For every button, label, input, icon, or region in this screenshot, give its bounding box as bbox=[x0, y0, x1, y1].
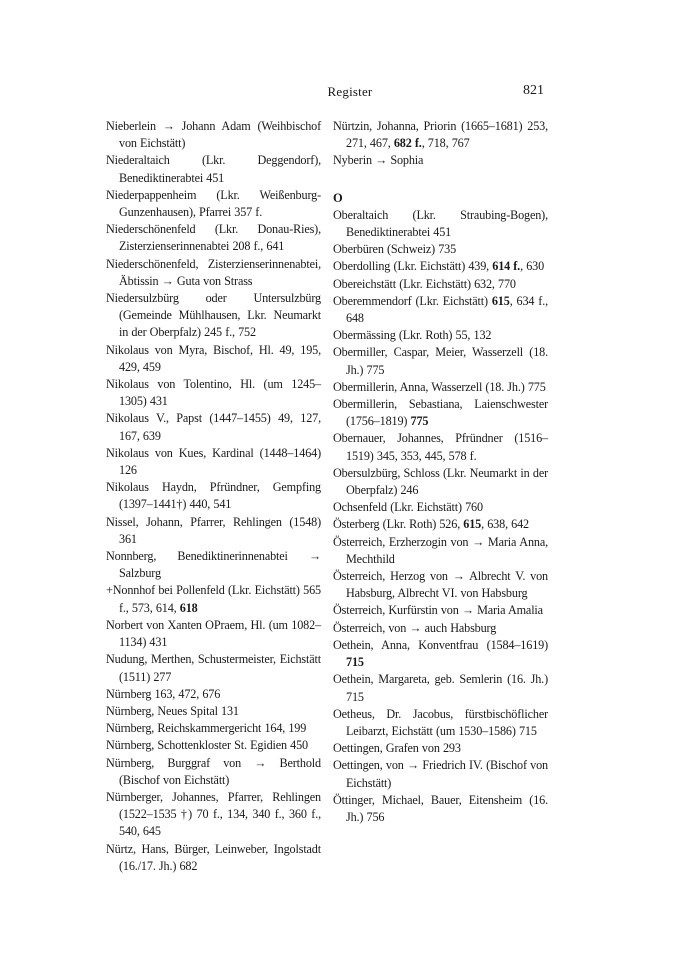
index-entry bbox=[333, 516, 548, 533]
index-entry-text: Nikolaus von Myra, Bischof, Hl. 49, 195, 429, 459 bbox=[106, 342, 321, 374]
index-entry-text: Nyberin → Sophia bbox=[333, 153, 424, 168]
index-entry bbox=[106, 651, 321, 685]
index-entry-bold-page: 775 bbox=[410, 414, 429, 429]
index-entry-text: Oberbüren (Schweiz) 735 bbox=[333, 242, 457, 257]
index-entry bbox=[106, 617, 321, 651]
running-header-title: Register bbox=[327, 84, 373, 99]
index-entry-text: Nürnberger, Johannes, Pfarrer, Rehlingen (1522–1535 †) 70 f., 134, 340 f., 360 f., 540, 645 bbox=[106, 789, 321, 839]
index-entry bbox=[106, 376, 321, 410]
index-entry-text: Nürtz, Hans, Bürger, Leinweber, Ingolstadt (16./17. Jh.) 682 bbox=[106, 841, 321, 873]
index-entry-text: Nonnberg, Benediktinerinnenabtei → Salzburg bbox=[106, 549, 321, 581]
index-entry-text: Niedersulzbürg oder Untersulzbürg (Gemeinde Mühlhausen, Lkr. Neumarkt in der Oberpfalz) 245 f., 752 bbox=[106, 291, 321, 340]
index-entry-text: Nürtzin, Johanna, Priorin (1665–1681) 253, 271, 467, bbox=[333, 119, 548, 151]
index-entry-text: Nürnberg, Schottenkloster St. Egidien 450 bbox=[106, 738, 308, 753]
index-column-right-top bbox=[333, 118, 548, 170]
index-entry-text: Öttinger, Michael, Bauer, Eitensheim (16. Jh.) 756 bbox=[333, 792, 548, 824]
index-entry bbox=[106, 187, 321, 221]
index-entry-text-after: , 718, 767 bbox=[421, 136, 470, 151]
index-entry-text-after: , 638, 642 bbox=[481, 517, 529, 532]
index-entry-text: Österreich, Erzherzogin von → Maria Anna, Mechthild bbox=[333, 534, 548, 566]
index-entry-text: Nudung, Merthen, Schustermeister, Eichstätt (1511) 277 bbox=[106, 652, 321, 684]
index-entry-text: Nürnberg, Burggraf von → Berthold (Bischof von Eichstätt) bbox=[106, 755, 321, 787]
index-entry-text: Norbert von Xanten OPraem, Hl. (um 1082–1134) 431 bbox=[106, 617, 321, 650]
index-entry-text-after: , 630 bbox=[520, 259, 545, 274]
index-entry bbox=[106, 118, 321, 152]
index-entry-bold-page: 615 bbox=[491, 293, 510, 308]
index-entry-text: Obersulzbürg, Schloss (Lkr. Neumarkt in der Oberpfalz) 246 bbox=[333, 465, 548, 498]
index-entry bbox=[106, 221, 321, 255]
index-column-right bbox=[333, 118, 548, 826]
index-entry bbox=[333, 499, 548, 516]
index-entry-text: Nürnberg, Reichskammergericht 164, 199 bbox=[106, 721, 307, 736]
index-entry-text-after: , 634 f., 648 bbox=[346, 293, 548, 326]
index-entry bbox=[333, 568, 548, 602]
index-entry bbox=[333, 637, 548, 671]
index-entry bbox=[106, 720, 321, 737]
index-entry-text: Nikolaus von Tolentino, Hl. (um 1245–1305) 431 bbox=[106, 377, 321, 409]
index-entry-text: Oberdolling (Lkr. Eichstätt) 439, bbox=[333, 259, 493, 274]
section-letter-heading: O bbox=[333, 190, 343, 205]
index-column-left bbox=[106, 118, 321, 875]
index-entry-text: Obereichstätt (Lkr. Eichstätt) 632, 770 bbox=[333, 276, 516, 291]
index-entry-text: Nikolaus von Kues, Kardinal (1448–1464) 126 bbox=[106, 445, 321, 478]
index-entry-text: Nikolaus Haydn, Pfründner, Gempfing (1397–1441†) 440, 541 bbox=[106, 480, 321, 512]
index-entry-text: Oethein, Margareta, geb. Semlerin (16. Jh.) 715 bbox=[333, 672, 548, 704]
index-entry bbox=[333, 534, 548, 568]
index-entry-text: Oetheus, Dr. Jacobus, fürstbischöflicher Leibarzt, Eichstätt (um 1530–1586) 715 bbox=[333, 706, 548, 738]
index-entry bbox=[106, 548, 321, 582]
index-entry bbox=[106, 686, 321, 703]
index-entry-bold-page: 614 f. bbox=[492, 259, 521, 274]
index-entry bbox=[106, 256, 321, 290]
index-entry-text: Nürnberg, Neues Spital 131 bbox=[106, 703, 239, 718]
index-entry-text: Obermiller, Caspar, Meier, Wasserzell (18. Jh.) 775 bbox=[333, 345, 548, 377]
index-entry-text: Obermillerin, Anna, Wasserzell (18. Jh.) 775 bbox=[333, 379, 546, 394]
index-entry-text: Niederpappenheim (Lkr. Weißenburg-Gunzenhausen), Pfarrei 357 f. bbox=[106, 187, 321, 220]
index-entry-bold-page: 615 bbox=[463, 517, 482, 532]
index-entry bbox=[333, 344, 548, 378]
index-entry bbox=[333, 465, 548, 499]
index-entry-bold-page: 682 f. bbox=[393, 136, 422, 151]
page-number: 821 bbox=[523, 83, 544, 98]
index-entry bbox=[333, 396, 548, 430]
index-entry-text: +Nonnhof bei Pollenfeld (Lkr. Eichstätt) 565 f., 573, 614, bbox=[106, 583, 321, 615]
index-entry-text: Niederschönenfeld (Lkr. Donau-Ries), Zisterzienserinnenabtei 208 f., 641 bbox=[106, 222, 321, 254]
index-entry-text: Österreich, Herzog von → Albrecht V. von Habsburg, Albrecht VI. von Habsburg bbox=[333, 569, 548, 601]
index-entry-text: Österreich, von → auch Habsburg bbox=[333, 620, 497, 635]
index-entry-text: Oberemmendorf (Lkr. Eichstätt) bbox=[333, 293, 492, 308]
index-column-right-main bbox=[333, 207, 548, 826]
index-entry bbox=[333, 258, 548, 275]
index-entry bbox=[333, 379, 548, 396]
index-entry bbox=[333, 671, 548, 705]
index-entry bbox=[106, 841, 321, 875]
index-entry-text: Oethein, Anna, Konventfrau (1584–1619) bbox=[333, 637, 548, 652]
index-entry bbox=[106, 445, 321, 479]
index-entry-text: Nikolaus V., Papst (1447–1455) 49, 127, 167, 639 bbox=[106, 411, 321, 443]
index-entry-text: Nissel, Johann, Pfarrer, Rehlingen (1548) 361 bbox=[106, 514, 321, 546]
index-entry bbox=[333, 430, 548, 464]
index-entry bbox=[333, 757, 548, 791]
index-entry bbox=[333, 207, 548, 241]
index-entry-text: Niederschönenfeld, Zisterzienserinnenabtei, Äbtissin → Guta von Strass bbox=[106, 256, 321, 288]
index-entry-text: Österberg (Lkr. Roth) 526, bbox=[333, 517, 464, 532]
index-entry bbox=[106, 152, 321, 186]
index-entry bbox=[106, 703, 321, 720]
index-entry-text: Niederaltaich (Lkr. Deggendorf), Benediktinerabtei 451 bbox=[106, 153, 321, 185]
index-entry-text: Nieberlein → Johann Adam (Weihbischof von Eichstätt) bbox=[106, 119, 321, 151]
index-entry bbox=[333, 740, 548, 757]
index-entry bbox=[106, 514, 321, 548]
index-entry bbox=[106, 789, 321, 841]
index-entry-bold-page: 715 bbox=[346, 655, 364, 670]
index-entry bbox=[333, 241, 548, 258]
index-entry-text: Oettingen, von → Friedrich IV. (Bischof von Eichstätt) bbox=[333, 758, 548, 790]
index-entry-text: Nürnberg 163, 472, 676 bbox=[106, 686, 221, 701]
index-entry-text: Ochsenfeld (Lkr. Eichstätt) 760 bbox=[333, 500, 483, 515]
index-entry bbox=[333, 152, 548, 169]
index-entry-text: Oettingen, Grafen von 293 bbox=[333, 741, 461, 756]
index-entry bbox=[333, 118, 548, 152]
index-entry bbox=[333, 276, 548, 293]
index-entry bbox=[333, 293, 548, 327]
index-entry bbox=[333, 602, 548, 619]
index-entry-text: Österreich, Kurfürstin von → Maria Amalia bbox=[333, 603, 543, 618]
index-entry-text: Oberaltaich (Lkr. Straubing-Bogen), Benediktinerabtei 451 bbox=[333, 207, 548, 240]
index-entry bbox=[106, 755, 321, 789]
index-entry bbox=[333, 706, 548, 740]
index-entry bbox=[106, 582, 321, 616]
index-entry bbox=[106, 737, 321, 754]
index-entry bbox=[106, 410, 321, 444]
index-entry-bold-page: 618 bbox=[179, 600, 198, 615]
index-entry bbox=[106, 290, 321, 342]
index-entry bbox=[333, 327, 548, 344]
index-entry bbox=[106, 342, 321, 376]
index-entry bbox=[106, 479, 321, 513]
index-entry bbox=[333, 620, 548, 637]
index-entry-text: Obermillerin, Sebastiana, Laienschwester (1756–1819) bbox=[333, 397, 548, 429]
index-entry-text: Obermässing (Lkr. Roth) 55, 132 bbox=[333, 328, 492, 343]
index-entry bbox=[333, 792, 548, 826]
index-entry-text: Obernauer, Johannes, Pfründner (1516–1519) 345, 353, 445, 578 f. bbox=[333, 431, 548, 463]
